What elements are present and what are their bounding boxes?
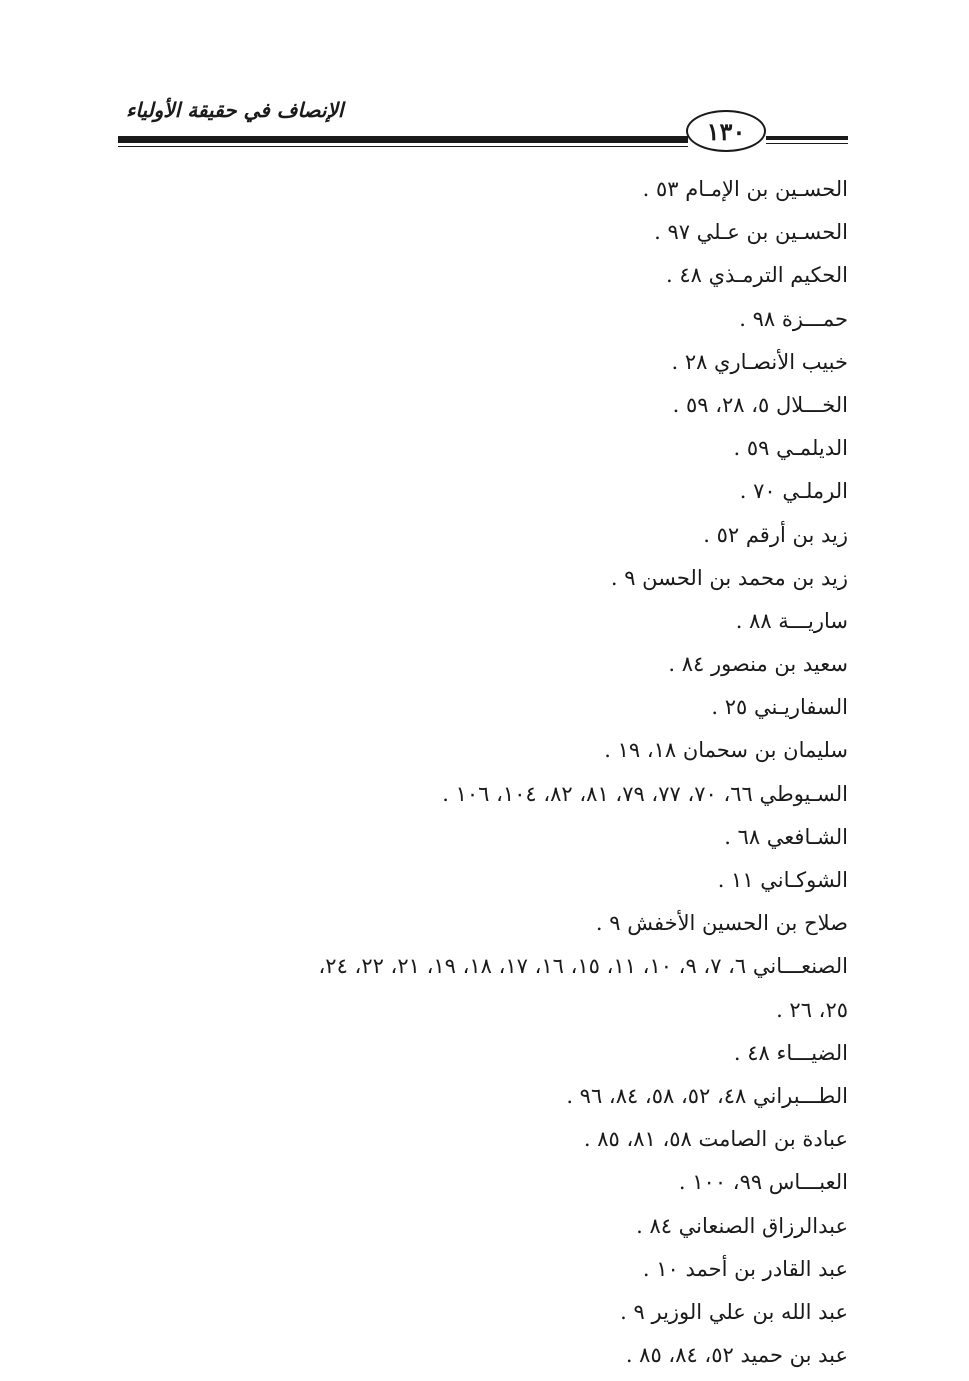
index-entry: حمـــزة ٩٨ .	[739, 306, 848, 331]
index-entry: السفاريـني ٢٥ .	[711, 695, 848, 720]
index-entry: الرملـي ٧٠ .	[739, 479, 848, 504]
index-entry: سعيد بن منصور ٨٤ .	[668, 652, 848, 677]
index-entry: الديلمـي ٥٩ .	[733, 436, 848, 461]
index-entry: الشـافعي ٦٨ .	[724, 824, 848, 849]
index-entry: العبـــاس ٩٩، ١٠٠ .	[678, 1170, 848, 1195]
index-entry: الضيـــاء ٤٨ .	[733, 1040, 848, 1065]
index-entry: الحكيم الترمـذي ٤٨ .	[666, 263, 848, 288]
index-entry: عبادة بن الصامت ٥٨، ٨١، ٨٥ .	[583, 1127, 848, 1152]
index-entry: عبد الله بن علي الوزير ٩ .	[620, 1299, 848, 1324]
index-entry-continuation: ٢٥، ٢٦ .	[776, 997, 848, 1022]
index-entry: عبد بن حميد ٥٢، ٨٤، ٨٥ .	[625, 1343, 848, 1368]
index-entry: سليمان بن سحمان ١٨، ١٩ .	[604, 738, 848, 763]
index-entry: زيد بن محمد بن الحسن ٩ .	[610, 565, 848, 590]
index-entry: الشوكـاني ١١ .	[717, 868, 848, 892]
header-rule-right-thin	[766, 143, 848, 144]
index-entry: الصنعـــاني ٦، ٧، ٩، ١٠، ١١، ١٥، ١٦، ١٧، ١٨، ١٩، ٢١، ٢٢، ٢٤،	[318, 954, 848, 979]
header-rule-right-thick	[766, 136, 848, 140]
index-entry: ساريـــة ٨٨ .	[735, 608, 848, 633]
header-rule-thick	[118, 136, 688, 143]
page-number: ١٣٠	[686, 110, 766, 152]
index-entry: عبد القادر بن أحمد ١٠ .	[642, 1256, 848, 1281]
index-entry: صلاح بن الحسين الأخفش ٩ .	[595, 911, 848, 936]
index-entry: الخـــلال ٥، ٢٨، ٥٩ .	[672, 392, 848, 417]
index-entry: زيد بن أرقم ٥٢ .	[703, 522, 848, 547]
index-entry: الحسـين بن عـلي ٩٧ .	[654, 220, 848, 245]
header-rule-thin	[118, 146, 688, 147]
book-title: الإنصاف في حقيقة الأولياء	[126, 98, 344, 122]
index-entries	[100, 168, 848, 1377]
index-entry: السـيوطي ٦٦، ٧٠، ٧٧، ٧٩، ٨١، ٨٢، ١٠٤، ١٠٦ .	[442, 781, 848, 806]
index-entry: عبدالرزاق الصنعاني ٨٤ .	[636, 1213, 848, 1238]
index-entry: الطـــبراني ٤٨، ٥٢، ٥٨، ٨٤، ٩٦ .	[566, 1083, 848, 1108]
index-entry: الحسـين بن الإمـام ٥٣ .	[642, 177, 848, 201]
page-header	[118, 92, 848, 162]
index-entry: خبيب الأنصـاري ٢٨ .	[671, 349, 848, 374]
